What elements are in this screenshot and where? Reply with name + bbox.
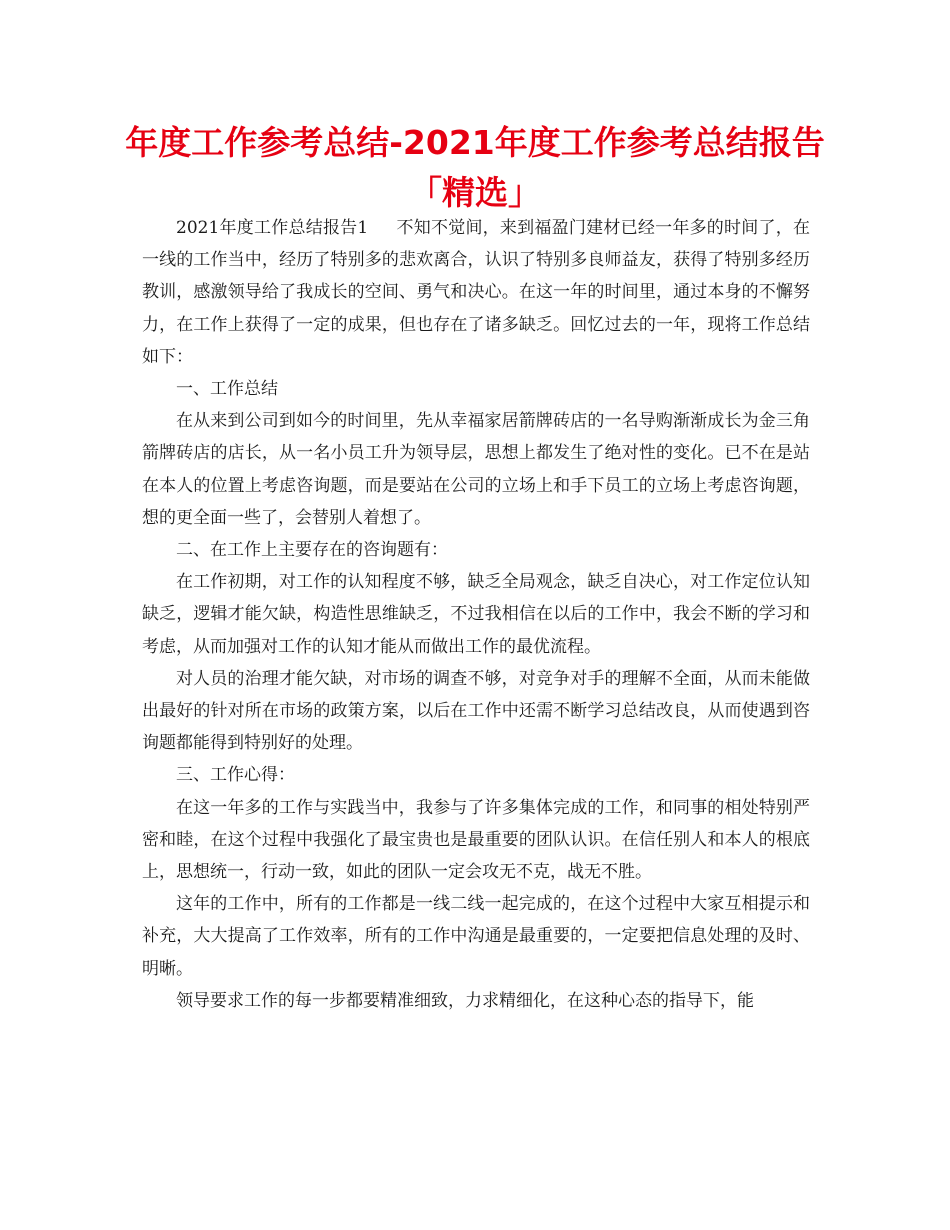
section-heading-summary: 一、工作总结 xyxy=(176,379,278,400)
paragraph-problems-1: 在工作初期，对工作的认知程度不够，缺乏全局观念，缺乏自决心，对工作定位认知缺乏，逻辑才能欠缺，构造性思维缺乏，不过我相信在以后的工作中，我会不断的学习和考虑，从而加强对工作的认知才能从而做出工作的最优流程。 xyxy=(142,572,810,657)
paragraph-insights-3: 领导要求工作的每一步都要精准细致，力求精细化，在这种心态的指导下，能 xyxy=(176,990,754,1011)
paragraph-insights-1: 在这一年多的工作与实践当中，我参与了许多集体完成的工作，和同事的相处特别严密和睦，在这个过程中我强化了最宝贵也是最重要的团队认识。在信任别人和本人的根底上，思想统一，行动一致，如此的团队一定会攻无不克，战无不胜。 xyxy=(142,797,810,883)
paragraph-problems-2: 对人员的治理才能欠缺，对市场的调查不够，对竞争对手的理解不全面，从而未能做出最好的针对所在市场的政策方案，以后在工作中还需不断学习总结改良，从而使遇到咨询题都能得到特别好的处理。 xyxy=(142,668,810,754)
document-title: 年度工作参考总结-2021年度工作参考总结报告「精选」 xyxy=(125,123,825,212)
document-body xyxy=(142,212,810,1017)
section-heading-problems: 二、在工作上主要存在的咨询题有： xyxy=(176,540,448,561)
paragraph-intro xyxy=(142,212,810,373)
section-heading-insights: 三、工作心得： xyxy=(176,765,295,786)
report-heading: 2021年度工作总结报告1 xyxy=(176,218,369,238)
intro-text: 不知不觉间，来到福盈门建材已经一年多的时间了，在一线的工作当中，经历了特别多的悲欢离合，认识了特别多良师益友，获得了特别多经历教训，感激领导给了我成长的空间、勇气和决心。在这一年的时间里，通过本身的不懈努力，在工作上获得了一定的成果，但也存在了诸多缺乏。回忆过去的一年，现将工作总结如下： xyxy=(142,218,810,367)
paragraph-summary: 在从来到公司到如今的时间里，先从幸福家居箭牌砖店的一名导购渐渐成长为金三角箭牌砖店的店长，从一名小员工升为领导层，思想上都发生了绝对性的变化。已不在是站在本人的位置上考虑咨询题，而是要站在公司的立场上和手下员工的立场上考虑咨询题，想的更全面一些了，会替别人着想了。 xyxy=(142,411,810,528)
paragraph-insights-2: 这年的工作中，所有的工作都是一线二线一起完成的，在这个过程中大家互相提示和补充，大大提高了工作效率，所有的工作中沟通是最重要的，一定要把信息处理的及时、明晰。 xyxy=(142,894,810,979)
